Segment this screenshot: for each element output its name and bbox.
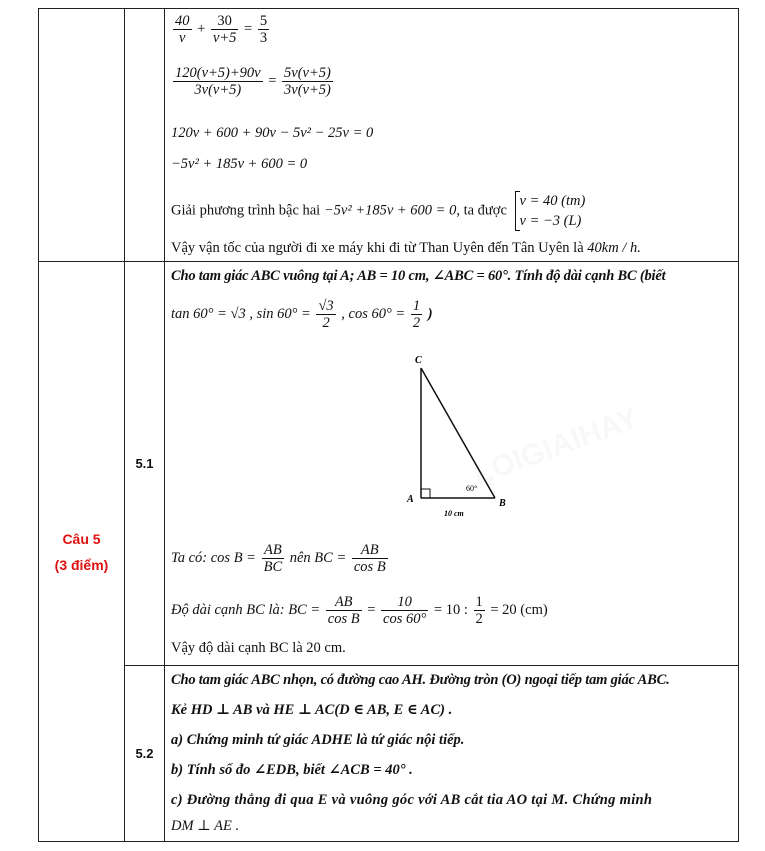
fraction: $\frac{1}{2}$ bbox=[412, 298, 421, 331]
task-a: a) Chứng minh tứ giác ADHE là tứ giác nội tiếp. bbox=[171, 732, 465, 748]
empty-part-cell bbox=[125, 9, 165, 262]
solution-5-1-line-3: Vậy độ dài cạnh BC là 20 cm. bbox=[171, 640, 346, 656]
problem-statement-5-2: Cho tam giác ABC nhọn, có đường cao AH. Đường tròn (O) ngoại tiếp tam giác ABC. bbox=[171, 672, 670, 688]
fraction: $\frac{40}{v}$ bbox=[175, 13, 190, 46]
vertex-b-label: B bbox=[499, 498, 506, 509]
empty-question-cell bbox=[39, 9, 125, 262]
conclusion-line: Vậy vận tốc của người đi xe máy khi đi từ Than Uyên đến Tân Uyên là 40km / h. bbox=[171, 240, 641, 256]
question-label: Câu 5 bbox=[62, 530, 101, 547]
side-length-label: 10 cm bbox=[444, 509, 464, 518]
fraction: $\frac{5}{3}$ bbox=[259, 13, 268, 46]
fraction: $\frac{5v(v+5)}{3v(v+5)}$ bbox=[284, 65, 331, 98]
solution-5-1-line-2: Độ dài cạnh BC là: BC = $\frac{AB}{\text{cos B}}$ = $\frac{10}{\cos 60^\circ}$ = 10 : $\frac{1}{2}$ = 20 (cm) bbox=[171, 594, 548, 627]
vertex-a-label: A bbox=[407, 494, 414, 505]
task-c-continued: DM ⊥ AE . bbox=[171, 818, 240, 834]
right-angle-mark bbox=[421, 489, 430, 498]
fraction: $\frac{AB}{BC}$ bbox=[263, 542, 283, 575]
question-label-cell bbox=[39, 262, 125, 842]
row-previous-solution bbox=[39, 9, 739, 262]
problem-5-2-line-2: Kẻ HD ⊥ AB và HE ⊥ AC(D ∈ AB, E ∈ AC) . bbox=[171, 702, 453, 718]
task-b: b) Tính số đo ∠EDB, biết ∠ACB = 40° . bbox=[171, 762, 413, 778]
equation-2: $\frac{120(v+5)+90v}{3v(v+5)}$ = $\frac{5v(v+5)}{3v(v+5)}$ bbox=[175, 65, 331, 98]
quadratic-line: Giải phương trình bậc hai −5v² +185v + 600 = 0, ta được v = 40 (tm) v = −3 (L) bbox=[171, 193, 586, 229]
angle-label: 60° bbox=[466, 484, 478, 493]
roots-bracket: v = 40 (tm) v = −3 (L) bbox=[515, 191, 586, 231]
fraction: $\frac{√3}{2}$ bbox=[318, 298, 334, 331]
equation-3: 120v + 600 + 90v − 5v² − 25v = 0 bbox=[171, 125, 374, 141]
fraction: $\frac{10}{\cos 60^\circ}$ bbox=[383, 594, 427, 627]
row-part-5-1 bbox=[39, 262, 739, 666]
fraction: $\frac{AB}{\text{cos B}}$ bbox=[353, 542, 386, 575]
right-triangle-figure bbox=[385, 350, 505, 525]
previous-solution-cell bbox=[165, 9, 739, 262]
equation-4: −5v² + 185v + 600 = 0 bbox=[171, 156, 308, 172]
problem-statement-5-1: Cho tam giác ABC vuông tại A; AB = 10 cm, ∠ABC = 60°. Tính độ dài cạnh BC (biết bbox=[171, 268, 666, 284]
trig-values-line: tan 60° = √3 , sin 60° = $\frac{√3}{2}$ , cos 60° = $\frac{1}{2}$ ) bbox=[171, 298, 433, 331]
solution-table bbox=[38, 8, 739, 842]
vertex-c-label: C bbox=[415, 355, 422, 366]
fraction: $\frac{1}{2}$ bbox=[475, 594, 483, 627]
fraction: $\frac{120(v+5)+90v}{3v(v+5)}$ bbox=[175, 65, 261, 98]
part-5-2-content bbox=[165, 666, 739, 842]
task-c: c) Đường thẳng đi qua E và vuông góc với AB cắt tia AO tại M. Chứng minh bbox=[171, 792, 653, 808]
solution-5-1-line-1: Ta có: cos B = $\frac{AB}{BC}$ nên BC = $\frac{AB}{\text{cos B}}$ bbox=[171, 542, 386, 575]
part-5-1-content bbox=[165, 262, 739, 666]
side-bc bbox=[421, 368, 495, 498]
row-part-5-2 bbox=[39, 666, 739, 842]
fraction: $\frac{30}{v+5}$ bbox=[212, 13, 237, 46]
question-points: (3 điểm) bbox=[54, 556, 109, 573]
part-label-5-2: 5.2 bbox=[125, 666, 165, 842]
part-label-5-1: 5.1 bbox=[125, 262, 165, 666]
fraction: $\frac{AB}{\text{cos B}}$ bbox=[327, 594, 360, 627]
equation-1: $\frac{40}{v}$ + $\frac{30}{v+5}$ = $\frac{5}{3}$ bbox=[175, 13, 268, 46]
